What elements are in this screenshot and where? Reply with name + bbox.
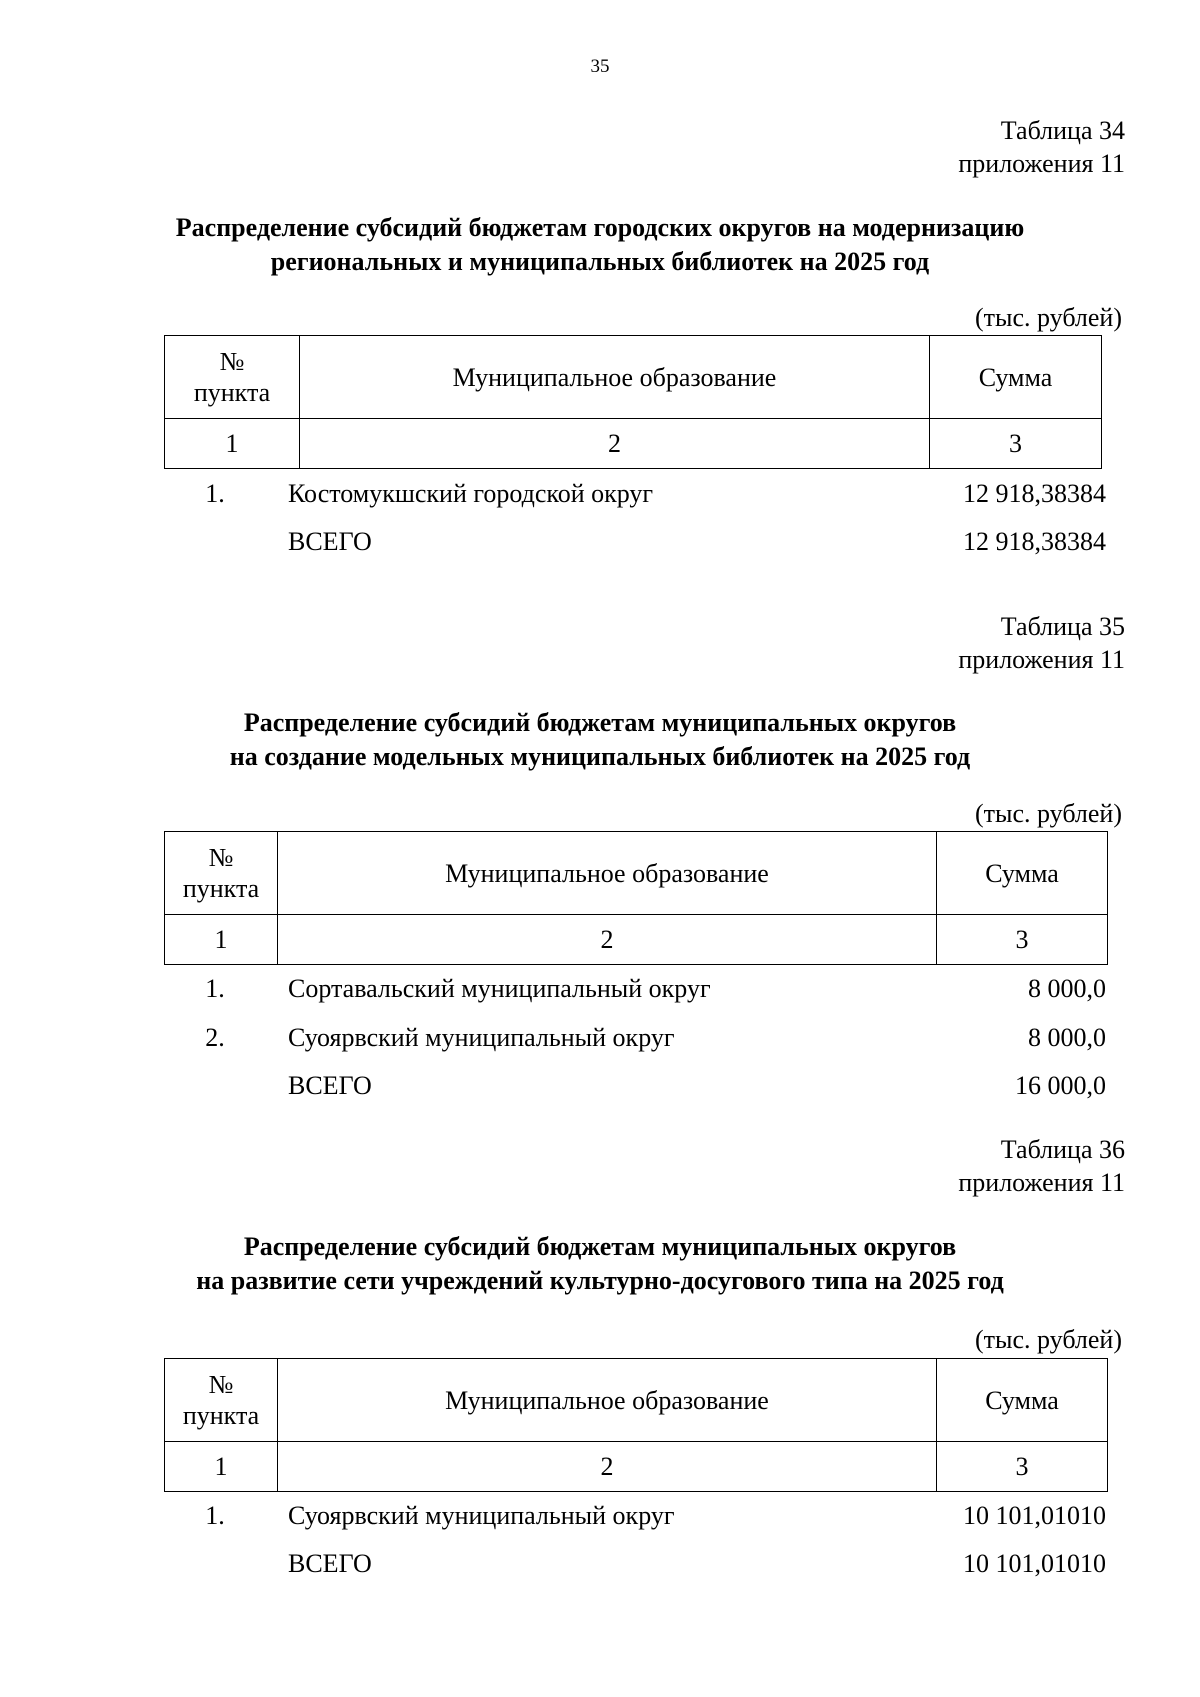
header-municipality-cell: Муниципальное образование (300, 336, 930, 419)
header-number-cell: № пункта (165, 832, 278, 915)
row-number: 2. (205, 1023, 225, 1052)
header-municipality-cell: Муниципальное образование (278, 1359, 937, 1442)
units-label: (тыс. рублей) (974, 1325, 1122, 1354)
table-row (0, 474, 1200, 514)
table-row (0, 1496, 1200, 1536)
column-number-cell: 1 (165, 419, 300, 469)
table-34-title (0, 211, 1200, 279)
table-number: Таблица 34 (1000, 116, 1125, 145)
table-number: Таблица 35 (1000, 612, 1125, 641)
title-line: на развитие сети учреждений культурно-досугового типа на 2025 год (196, 1266, 1004, 1295)
row-total-sum: 12 918,38384 (963, 527, 1106, 556)
table-total-row (0, 522, 1200, 562)
table-36-reference (958, 1133, 1125, 1199)
column-number-cell: 1 (165, 1442, 278, 1492)
table-35-title (0, 706, 1200, 774)
table-35-header (164, 831, 1108, 965)
header-sum-cell: Сумма (930, 336, 1102, 419)
table-34-reference (958, 114, 1125, 180)
header-sum-cell: Сумма (937, 1359, 1108, 1442)
title-line: Распределение субсидий бюджетам городских округов на модернизацию (175, 213, 1025, 242)
units-label: (тыс. рублей) (974, 799, 1122, 828)
units-label: (тыс. рублей) (974, 303, 1122, 332)
row-number: 1. (205, 479, 225, 508)
header-sum-cell: Сумма (937, 832, 1108, 915)
table-row (0, 969, 1200, 1009)
header-number-cell: № пункта (165, 336, 300, 419)
table-total-row (0, 1066, 1200, 1106)
row-number: 1. (205, 974, 225, 1003)
column-number-cell: 1 (165, 915, 278, 965)
table-36-header (164, 1358, 1108, 1492)
appendix-ref: приложения 11 (958, 645, 1125, 674)
appendix-ref: приложения 11 (958, 149, 1125, 178)
row-municipality: Суоярвский муниципальный округ (288, 1501, 675, 1530)
row-total-label: ВСЕГО (288, 1071, 372, 1100)
table-number: Таблица 36 (1000, 1135, 1125, 1164)
table-34-header (164, 335, 1102, 469)
table-total-row (0, 1544, 1200, 1584)
row-sum: 8 000,0 (1028, 1023, 1106, 1052)
column-number-cell: 3 (930, 419, 1102, 469)
header-number-cell: № пункта (165, 1359, 278, 1442)
row-total-label: ВСЕГО (288, 1549, 372, 1578)
column-number-cell: 2 (278, 1442, 937, 1492)
row-total-sum: 16 000,0 (1015, 1071, 1106, 1100)
table-35-reference (958, 610, 1125, 676)
row-total-sum: 10 101,01010 (963, 1549, 1106, 1578)
row-number: 1. (205, 1501, 225, 1530)
appendix-ref: приложения 11 (958, 1168, 1125, 1197)
title-line: на создание модельных муниципальных библиотек на 2025 год (229, 742, 971, 771)
row-sum: 10 101,01010 (963, 1501, 1106, 1530)
row-sum: 8 000,0 (1028, 974, 1106, 1003)
column-number-cell: 2 (300, 419, 930, 469)
row-total-label: ВСЕГО (288, 527, 372, 556)
page-number: 35 (590, 56, 610, 77)
table-row (0, 1018, 1200, 1058)
row-municipality: Сортавальский муниципальный округ (288, 974, 711, 1003)
table-36-title (0, 1230, 1200, 1298)
row-municipality: Костомукшский городской округ (288, 479, 654, 508)
column-number-cell: 2 (278, 915, 937, 965)
row-sum: 12 918,38384 (963, 479, 1106, 508)
column-number-cell: 3 (937, 1442, 1108, 1492)
header-municipality-cell: Муниципальное образование (278, 832, 937, 915)
title-line: региональных и муниципальных библиотек на 2025 год (270, 247, 930, 276)
column-number-cell: 3 (937, 915, 1108, 965)
title-line: Распределение субсидий бюджетам муниципальных округов (243, 1232, 957, 1261)
row-municipality: Суоярвский муниципальный округ (288, 1023, 675, 1052)
title-line: Распределение субсидий бюджетам муниципальных округов (243, 708, 957, 737)
